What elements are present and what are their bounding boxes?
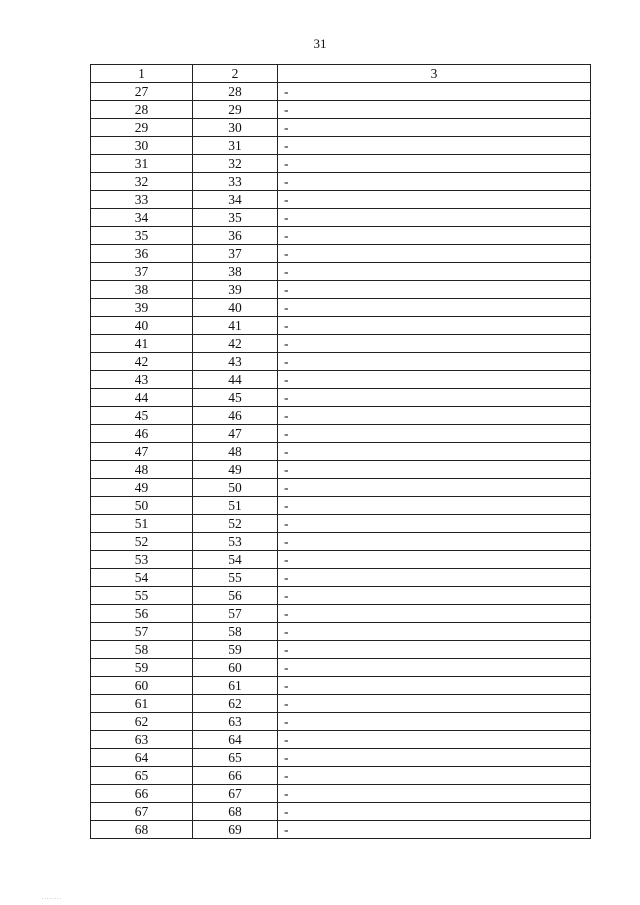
table-row (91, 245, 591, 263)
cell-col-2: 62 (193, 695, 278, 713)
table-row (91, 515, 591, 533)
cell-col-2: 34 (193, 191, 278, 209)
cell-col-1: 41 (91, 335, 193, 353)
cell-col-2: 66 (193, 767, 278, 785)
table-row (91, 83, 591, 101)
cell-col-3: - (278, 785, 591, 803)
cell-col-3: - (278, 173, 591, 191)
cell-col-2: 54 (193, 551, 278, 569)
table-row (91, 479, 591, 497)
cell-col-2: 44 (193, 371, 278, 389)
table-row (91, 605, 591, 623)
cell-col-3: - (278, 101, 591, 119)
table-row (91, 263, 591, 281)
table-row (91, 101, 591, 119)
cell-col-2: 46 (193, 407, 278, 425)
cell-col-3: - (278, 371, 591, 389)
table-row (91, 695, 591, 713)
cell-col-3: - (278, 245, 591, 263)
cell-col-3: - (278, 713, 591, 731)
table-row (91, 119, 591, 137)
table-row (91, 389, 591, 407)
cell-col-3: - (278, 677, 591, 695)
cell-col-1: 64 (91, 749, 193, 767)
cell-col-3: - (278, 209, 591, 227)
cell-col-1: 53 (91, 551, 193, 569)
table-row (91, 371, 591, 389)
cell-col-2: 36 (193, 227, 278, 245)
cell-col-3: - (278, 641, 591, 659)
cell-col-2: 53 (193, 533, 278, 551)
cell-col-1: 37 (91, 263, 193, 281)
table-row (91, 227, 591, 245)
cell-col-2: 43 (193, 353, 278, 371)
cell-col-3: - (278, 749, 591, 767)
cell-col-1: 48 (91, 461, 193, 479)
cell-col-2: 40 (193, 299, 278, 317)
cell-col-1: 39 (91, 299, 193, 317)
cell-col-1: 61 (91, 695, 193, 713)
cell-col-2: 49 (193, 461, 278, 479)
cell-col-2: 50 (193, 479, 278, 497)
cell-col-3: - (278, 335, 591, 353)
cell-col-1: 55 (91, 587, 193, 605)
cell-col-3: - (278, 425, 591, 443)
cell-col-2: 58 (193, 623, 278, 641)
table-row (91, 281, 591, 299)
cell-col-1: 68 (91, 821, 193, 839)
cell-col-3: - (278, 407, 591, 425)
cell-col-1: 50 (91, 497, 193, 515)
cell-col-1: 51 (91, 515, 193, 533)
table-row (91, 425, 591, 443)
cell-col-1: 35 (91, 227, 193, 245)
table-row (91, 551, 591, 569)
column-header-1: 1 (91, 65, 193, 83)
cell-col-3: - (278, 83, 591, 101)
cell-col-3: - (278, 155, 591, 173)
column-header-2: 2 (193, 65, 278, 83)
cell-col-1: 58 (91, 641, 193, 659)
cell-col-2: 48 (193, 443, 278, 461)
cell-col-2: 30 (193, 119, 278, 137)
page-number: 31 (313, 36, 327, 51)
cell-col-3: - (278, 281, 591, 299)
cell-col-3: - (278, 119, 591, 137)
cell-col-3: - (278, 515, 591, 533)
cell-col-1: 59 (91, 659, 193, 677)
cell-col-3: - (278, 443, 591, 461)
table-row (91, 407, 591, 425)
table-row (91, 443, 591, 461)
cell-col-2: 31 (193, 137, 278, 155)
cell-col-3: - (278, 191, 591, 209)
cell-col-1: 66 (91, 785, 193, 803)
table-row (91, 533, 591, 551)
cell-col-1: 60 (91, 677, 193, 695)
cell-col-1: 49 (91, 479, 193, 497)
column-header-3: 3 (278, 65, 591, 83)
table-row (91, 209, 591, 227)
cell-col-1: 34 (91, 209, 193, 227)
cell-col-1: 40 (91, 317, 193, 335)
cell-col-1: 44 (91, 389, 193, 407)
cell-col-3: - (278, 137, 591, 155)
cell-col-2: 63 (193, 713, 278, 731)
cell-col-1: 63 (91, 731, 193, 749)
cell-col-1: 56 (91, 605, 193, 623)
table-row (91, 497, 591, 515)
cell-col-3: - (278, 695, 591, 713)
table-row (91, 155, 591, 173)
cell-col-2: 64 (193, 731, 278, 749)
cell-col-1: 32 (91, 173, 193, 191)
cell-col-3: - (278, 605, 591, 623)
cell-col-2: 51 (193, 497, 278, 515)
cell-col-1: 47 (91, 443, 193, 461)
cell-col-3: - (278, 659, 591, 677)
table-row (91, 335, 591, 353)
cell-col-1: 62 (91, 713, 193, 731)
cell-col-1: 43 (91, 371, 193, 389)
table-row (91, 173, 591, 191)
cell-col-3: - (278, 587, 591, 605)
cell-col-1: 57 (91, 623, 193, 641)
table-row (91, 731, 591, 749)
table-row (91, 821, 591, 839)
cell-col-3: - (278, 821, 591, 839)
table-row (91, 569, 591, 587)
cell-col-2: 57 (193, 605, 278, 623)
cell-col-2: 42 (193, 335, 278, 353)
table-row (91, 659, 591, 677)
cell-col-3: - (278, 227, 591, 245)
table-row (91, 623, 591, 641)
table-row (91, 461, 591, 479)
cell-col-2: 41 (193, 317, 278, 335)
cell-col-2: 32 (193, 155, 278, 173)
cell-col-3: - (278, 299, 591, 317)
cell-col-1: 28 (91, 101, 193, 119)
cell-col-2: 56 (193, 587, 278, 605)
table-row (91, 677, 591, 695)
cell-col-2: 52 (193, 515, 278, 533)
cell-col-2: 35 (193, 209, 278, 227)
cell-col-3: - (278, 767, 591, 785)
cell-col-1: 29 (91, 119, 193, 137)
cell-col-1: 36 (91, 245, 193, 263)
cell-col-2: 60 (193, 659, 278, 677)
cell-col-3: - (278, 731, 591, 749)
cell-col-3: - (278, 353, 591, 371)
cell-col-1: 45 (91, 407, 193, 425)
cell-col-1: 65 (91, 767, 193, 785)
cell-col-2: 69 (193, 821, 278, 839)
cell-col-1: 46 (91, 425, 193, 443)
cell-col-2: 55 (193, 569, 278, 587)
cell-col-1: 42 (91, 353, 193, 371)
table-row (91, 587, 591, 605)
cell-col-3: - (278, 263, 591, 281)
cell-col-2: 28 (193, 83, 278, 101)
cell-col-1: 33 (91, 191, 193, 209)
cell-col-2: 33 (193, 173, 278, 191)
table-body (91, 83, 591, 839)
table-row (91, 749, 591, 767)
table-row (91, 191, 591, 209)
cell-col-1: 52 (91, 533, 193, 551)
cell-col-2: 39 (193, 281, 278, 299)
table-header-row (91, 65, 591, 83)
cell-col-2: 68 (193, 803, 278, 821)
cell-col-1: 67 (91, 803, 193, 821)
cell-col-2: 37 (193, 245, 278, 263)
table-row (91, 317, 591, 335)
cell-col-2: 59 (193, 641, 278, 659)
cell-col-2: 45 (193, 389, 278, 407)
cell-col-3: - (278, 389, 591, 407)
cell-col-1: 31 (91, 155, 193, 173)
footer-mark: ........ (42, 895, 62, 901)
table-row (91, 641, 591, 659)
table-row (91, 353, 591, 371)
table-row (91, 803, 591, 821)
cell-col-2: 29 (193, 101, 278, 119)
cell-col-1: 54 (91, 569, 193, 587)
cell-col-3: - (278, 551, 591, 569)
cell-col-3: - (278, 461, 591, 479)
data-table (90, 64, 591, 839)
cell-col-2: 38 (193, 263, 278, 281)
cell-col-3: - (278, 569, 591, 587)
cell-col-3: - (278, 479, 591, 497)
cell-col-1: 30 (91, 137, 193, 155)
table-row (91, 767, 591, 785)
cell-col-2: 65 (193, 749, 278, 767)
cell-col-3: - (278, 803, 591, 821)
table-row (91, 785, 591, 803)
table-row (91, 137, 591, 155)
table-row (91, 713, 591, 731)
cell-col-3: - (278, 317, 591, 335)
cell-col-3: - (278, 623, 591, 641)
cell-col-1: 38 (91, 281, 193, 299)
cell-col-3: - (278, 497, 591, 515)
table-row (91, 299, 591, 317)
cell-col-1: 27 (91, 83, 193, 101)
cell-col-2: 61 (193, 677, 278, 695)
cell-col-2: 67 (193, 785, 278, 803)
cell-col-2: 47 (193, 425, 278, 443)
cell-col-3: - (278, 533, 591, 551)
